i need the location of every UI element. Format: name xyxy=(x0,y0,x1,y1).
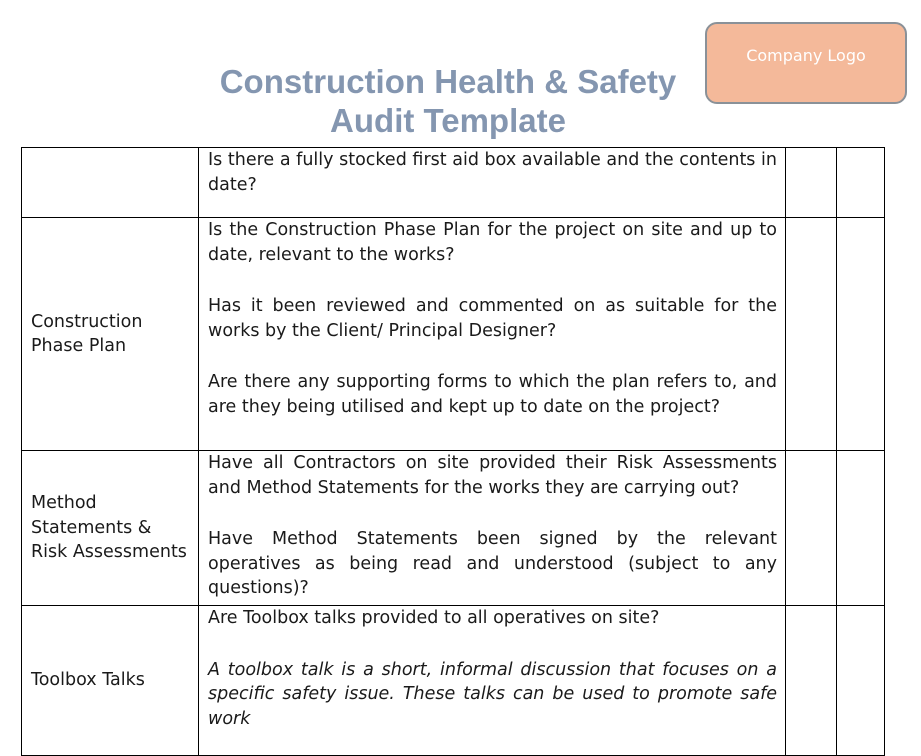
question-cell xyxy=(199,606,786,756)
question-text: Have all Contractors on site provided their Risk Assessments and Method Statements for the works they are carrying out? xyxy=(208,453,777,498)
response-cell[interactable] xyxy=(786,218,837,451)
table-row xyxy=(22,218,885,451)
category-cell xyxy=(22,148,199,218)
category-cell: Toolbox Talks xyxy=(22,606,199,756)
comment-cell[interactable] xyxy=(837,218,885,451)
question-text: Is the Construction Phase Plan for the project on site and up to date, relevant to the works? xyxy=(208,220,777,265)
toolbox-talk-note: A toolbox talk is a short, informal discussion that focuses on a specific safety issue. These talks can be used to promote safe work xyxy=(208,659,777,729)
title-line-2: Audit Template xyxy=(330,102,566,139)
response-cell[interactable] xyxy=(786,606,837,756)
table-row xyxy=(22,451,885,606)
question-text: Has it been reviewed and commented on as suitable for the works by the Client/ Principal Designer? xyxy=(208,296,777,341)
question-text: Are there any supporting forms to which the plan refers to, and are they being utilised and kept up to date on the project? xyxy=(208,372,777,417)
comment-cell[interactable] xyxy=(837,606,885,756)
table-row xyxy=(22,606,885,756)
response-cell[interactable] xyxy=(786,451,837,606)
table-row xyxy=(22,148,885,218)
logo-label: Company Logo xyxy=(746,45,866,65)
question-text: Are Toolbox talks provided to all operatives on site? xyxy=(208,608,660,628)
comment-cell[interactable] xyxy=(837,451,885,606)
question-text: Have Method Statements been signed by the relevant operatives as being read and understood (subject to any questions)? xyxy=(208,529,777,598)
category-cell: Method Statements & Risk Assessments xyxy=(22,451,199,606)
response-cell[interactable] xyxy=(786,148,837,218)
title-line-1: Construction Health & Safety xyxy=(219,63,677,100)
category-cell: Construction Phase Plan xyxy=(22,218,199,451)
company-logo-placeholder xyxy=(705,22,907,104)
question-cell xyxy=(199,218,786,451)
comment-cell[interactable] xyxy=(837,148,885,218)
question-text: Is there a fully stocked first aid box available and the contents in date? xyxy=(208,150,777,195)
audit-table xyxy=(21,147,885,756)
question-cell xyxy=(199,148,786,218)
question-cell xyxy=(199,451,786,606)
document-title xyxy=(180,62,716,140)
